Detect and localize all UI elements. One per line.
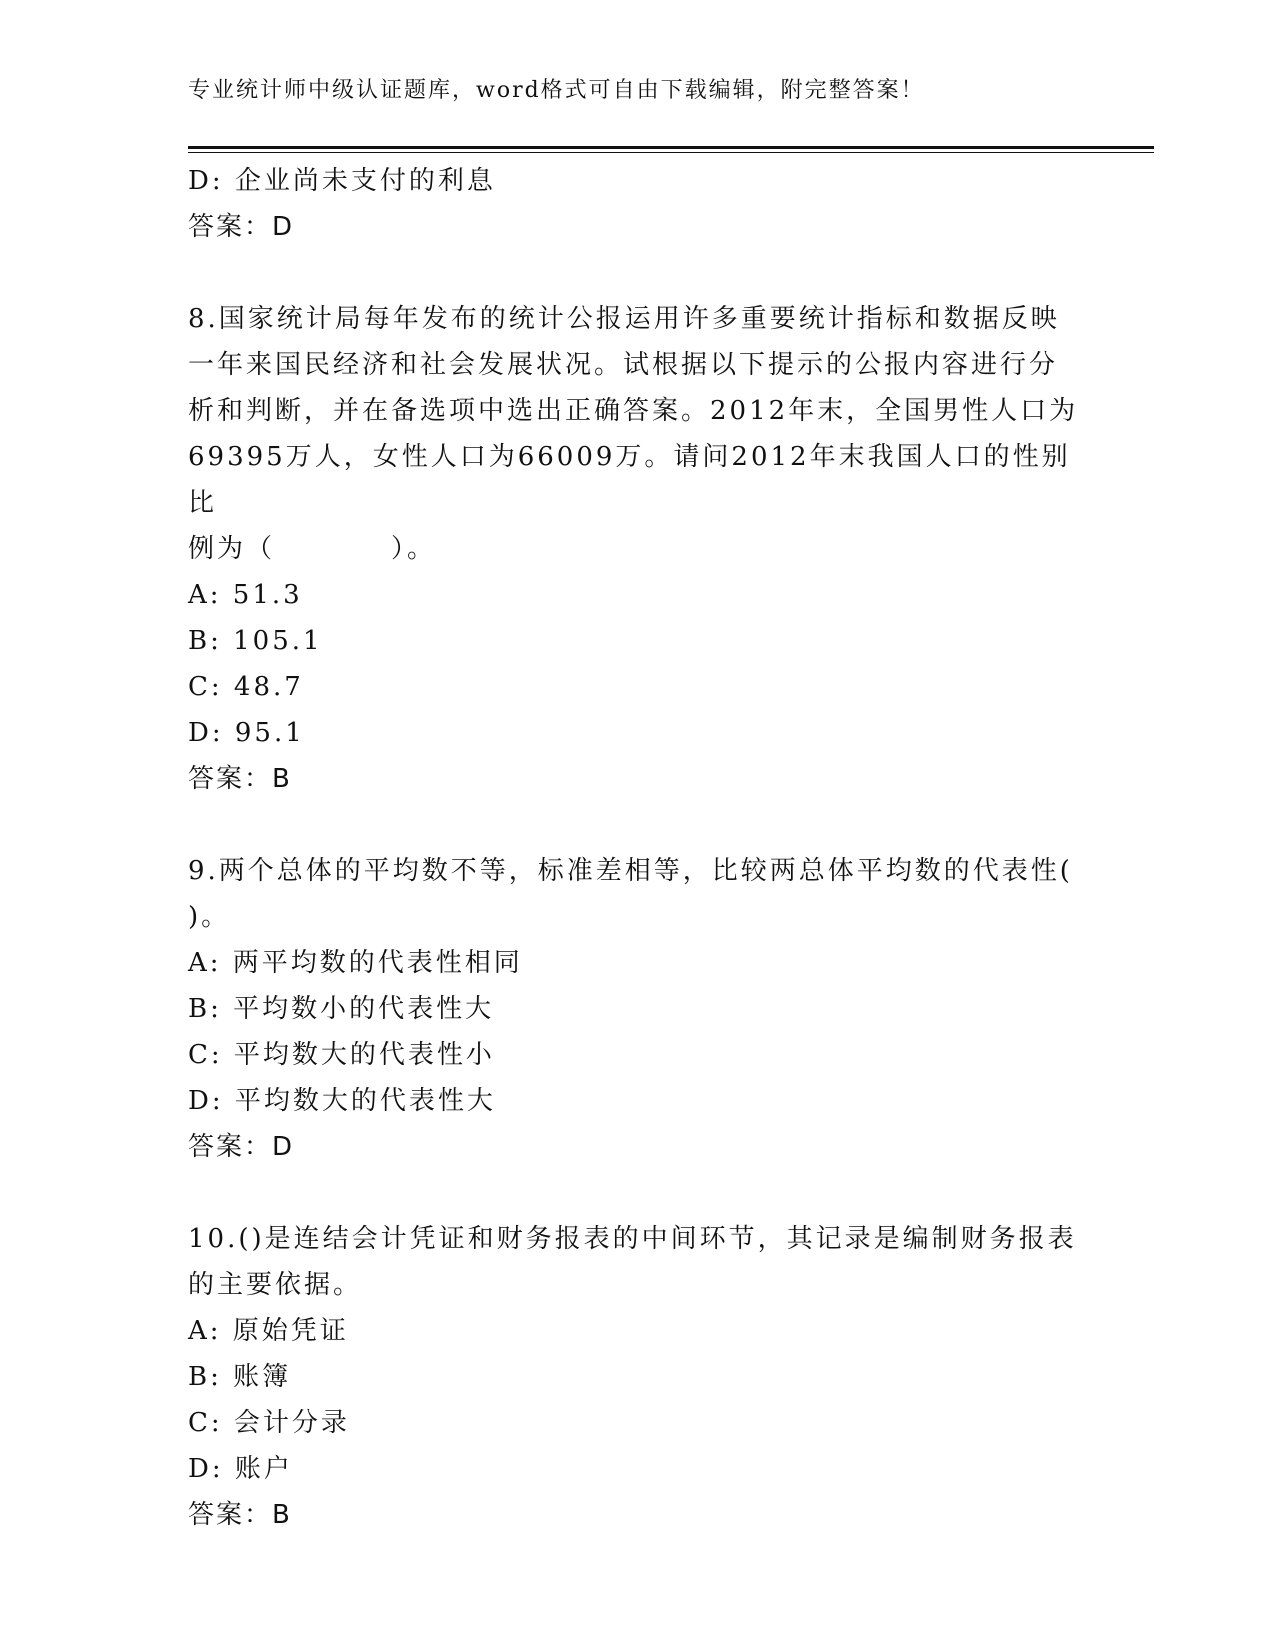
- answer: 答案：B: [188, 1500, 292, 1530]
- option-d: D: 账户: [188, 1454, 293, 1484]
- answer: 答案：D: [188, 1132, 295, 1162]
- header-divider-thick: [188, 146, 1154, 149]
- answer: 答案：D: [188, 212, 295, 242]
- option-c: C: 平均数大的代表性小: [188, 1040, 495, 1070]
- question-10: [188, 1216, 1088, 1538]
- option-d: D: 平均数大的代表性大: [188, 1086, 496, 1116]
- option-b: B: 平均数小的代表性大: [188, 994, 495, 1024]
- option-d: D: 95.1: [188, 718, 305, 748]
- option-c: C: 会计分录: [188, 1408, 350, 1438]
- question-text-line: 析和判断，并在备选项中选出正确答案。2012年末，全国男性人口为: [188, 396, 1079, 426]
- question-9: [188, 848, 1088, 1170]
- option-a: A: 两平均数的代表性相同: [188, 948, 523, 978]
- question-8: [188, 296, 1088, 802]
- answer: 答案：B: [188, 764, 292, 794]
- question-text-line: )。: [188, 902, 231, 932]
- option-a: A: 原始凭证: [188, 1316, 349, 1346]
- option-d: D: 企业尚未支付的利息: [188, 166, 496, 196]
- question-text-line: 的主要依据。: [188, 1270, 363, 1300]
- question-text-line: 69395万人，女性人口为66009万。请问2012年末我国人口的性别比: [188, 442, 1071, 518]
- question-text-line: 9.两个总体的平均数不等，标准差相等，比较两总体平均数的代表性(: [188, 856, 1073, 886]
- document-body: [188, 158, 1088, 1538]
- question-text-line: 8.国家统计局每年发布的统计公报运用许多重要统计指标和数据反映: [188, 304, 1060, 334]
- header-divider-thin: [188, 152, 1154, 153]
- page-header: 专业统计师中级认证题库，word格式可自由下载编辑，附完整答案！: [188, 78, 925, 103]
- option-b: B: 账簿: [188, 1362, 292, 1392]
- option-b: B: 105.1: [188, 626, 323, 656]
- question-text-line: 一年来国民经济和社会发展状况。试根据以下提示的公报内容进行分: [188, 350, 1059, 380]
- option-c: C: 48.7: [188, 672, 304, 702]
- question-text-line: 10.()是连结会计凭证和财务报表的中间环节，其记录是编制财务报表: [188, 1224, 1077, 1254]
- question-text-line: 例为（ ）。: [188, 534, 437, 564]
- option-a: A: 51.3: [188, 580, 303, 610]
